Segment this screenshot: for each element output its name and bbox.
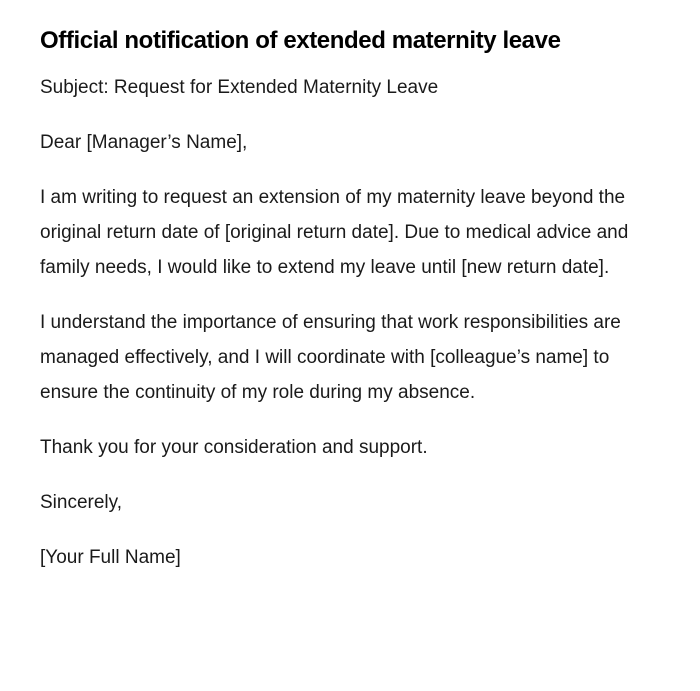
salutation: Dear [Manager’s Name], xyxy=(40,132,248,153)
body-paragraph-coordination: I understand the importance of ensuring that work responsibilities are managed effectively, and I will coordinate with [colleague’s name] to ensure the continuity of my role during my absence. xyxy=(40,312,621,403)
signature: [Your Full Name] xyxy=(40,547,181,568)
document-title: Official notification of extended maternity leave xyxy=(40,27,561,54)
body-paragraph-request: I am writing to request an extension of my maternity leave beyond the original return date of [original return date]. Due to medical advice and family needs, I would like to extend my leave until [new return date]. xyxy=(40,187,629,278)
letter-document xyxy=(40,24,660,595)
closing: Sincerely, xyxy=(40,492,123,513)
subject-line: Subject: Request for Extended Maternity Leave xyxy=(40,77,439,98)
body-paragraph-thanks: Thank you for your consideration and support. xyxy=(40,437,428,458)
